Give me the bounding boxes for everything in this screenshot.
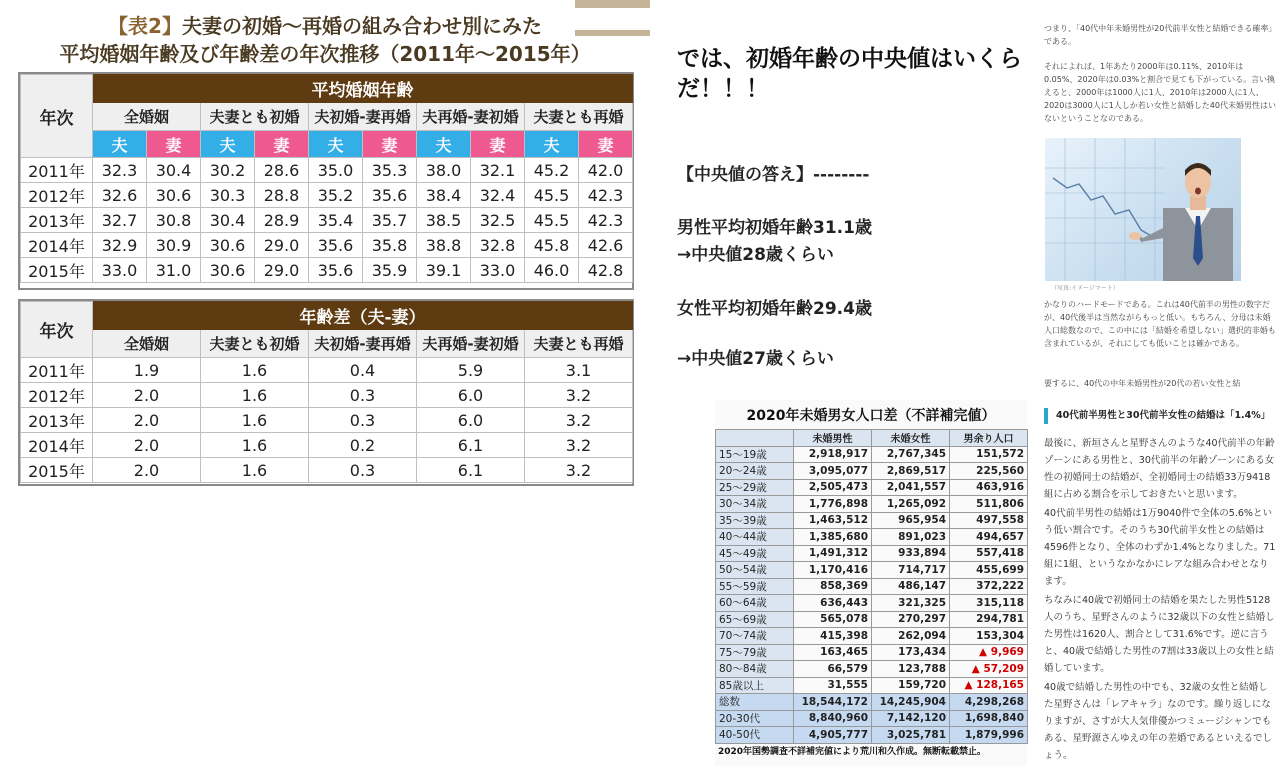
value-cell: 2.0	[93, 383, 201, 408]
value-cell: 2.0	[93, 433, 201, 458]
table-row	[21, 158, 633, 183]
table-row	[21, 383, 633, 408]
husband-header: 夫	[525, 131, 579, 158]
age-group-cell: 70〜74歳	[716, 628, 794, 645]
table-row	[21, 458, 633, 483]
table-heading-line2: 平均婚姻年齢及び年齢差の年次推移（2011年〜2015年）	[59, 42, 591, 66]
value-cell: 32.1	[471, 158, 525, 183]
value-cell: 1.9	[93, 358, 201, 383]
article-paragraph: 40歳で結婚した男性の中でも、32歳の女性と結婚した星野さんは「レアキャラ」なのです。繰り返しになりますが、さすが大人気俳優かつミュージシャンでもある、星野源さんゆえの年の差婚であるといえるでしょう。	[1044, 682, 1272, 761]
value-cell: 6.1	[417, 433, 525, 458]
age-group-cell: 50〜54歳	[716, 562, 794, 579]
female-count-cell: 173,434	[872, 644, 950, 661]
table-row	[716, 446, 1028, 463]
value-cell: 38.8	[417, 233, 471, 258]
age-group-cell: 25〜29歳	[716, 479, 794, 496]
male-count-cell: 415,398	[794, 628, 872, 645]
value-cell: 35.6	[363, 183, 417, 208]
surplus-cell: ▲ 57,209	[950, 661, 1028, 678]
surplus-cell: 294,781	[950, 611, 1028, 628]
year-cell: 2011年	[21, 158, 93, 183]
age-group-cell: 55〜59歳	[716, 578, 794, 595]
surplus-cell: 511,806	[950, 496, 1028, 513]
table-source-note: 2020年国勢調査不詳補完値により荒川和久作成。無断転載禁止。	[718, 747, 987, 757]
value-cell: 0.3	[309, 383, 417, 408]
age-gap-table	[20, 301, 633, 483]
female-count-cell: 1,265,092	[872, 496, 950, 513]
wife-header: 妻	[363, 131, 417, 158]
value-cell: 32.9	[93, 233, 147, 258]
age-group-cell: 65〜69歳	[716, 611, 794, 628]
value-cell: 28.6	[255, 158, 309, 183]
year-header: 年次	[21, 75, 93, 158]
age-group-cell: 20〜24歳	[716, 463, 794, 480]
male-count-cell: 3,095,077	[794, 463, 872, 480]
value-cell: 42.6	[579, 233, 633, 258]
male-median: →中央値28歳くらい	[677, 245, 834, 265]
value-cell: 30.9	[147, 233, 201, 258]
wife-header: 妻	[147, 131, 201, 158]
table-row	[716, 562, 1028, 579]
table-row	[21, 233, 633, 258]
male-count-cell: 1,491,312	[794, 545, 872, 562]
category-header: 夫妻とも再婚	[525, 330, 633, 358]
value-cell: 42.0	[579, 158, 633, 183]
category-header: 夫初婚-妻再婚	[309, 330, 417, 358]
table-row	[716, 545, 1028, 562]
male-count-cell: 4,905,777	[794, 727, 872, 744]
table-row	[716, 727, 1028, 744]
decorative-bar	[575, 0, 650, 8]
value-cell: 2.0	[93, 408, 201, 433]
year-header: 年次	[21, 302, 93, 358]
male-count-cell: 858,369	[794, 578, 872, 595]
surplus-cell: 315,118	[950, 595, 1028, 612]
male-count-cell: 565,078	[794, 611, 872, 628]
column-header: 男余り人口	[950, 430, 1028, 447]
table-row	[716, 694, 1028, 711]
husband-header: 夫	[93, 131, 147, 158]
year-cell: 2013年	[21, 208, 93, 233]
value-cell: 0.3	[309, 408, 417, 433]
age-group-cell: 総数	[716, 694, 794, 711]
year-cell: 2013年	[21, 408, 93, 433]
value-cell: 31.0	[147, 258, 201, 283]
value-cell: 38.5	[417, 208, 471, 233]
category-header: 夫初婚-妻再婚	[309, 103, 417, 131]
article-subheading: 40代前半男性と30代前半女性の結婚は「1.4%」	[1044, 408, 1276, 424]
value-cell: 6.0	[417, 383, 525, 408]
value-cell: 5.9	[417, 358, 525, 383]
value-cell: 3.2	[525, 458, 633, 483]
unmarried-population-table-image	[715, 400, 1027, 766]
male-count-cell: 1,463,512	[794, 512, 872, 529]
category-header: 夫再婚-妻初婚	[417, 330, 525, 358]
age-group-cell: 75〜79歳	[716, 644, 794, 661]
table-row	[716, 578, 1028, 595]
female-count-cell: 159,720	[872, 677, 950, 694]
female-count-cell: 2,869,517	[872, 463, 950, 480]
age-group-cell: 20-30代	[716, 710, 794, 727]
female-median: →中央値27歳くらい	[677, 349, 834, 369]
value-cell: 45.8	[525, 233, 579, 258]
value-cell: 30.6	[147, 183, 201, 208]
table-row	[716, 628, 1028, 645]
column-header: 未婚女性	[872, 430, 950, 447]
value-cell: 30.4	[147, 158, 201, 183]
value-cell: 0.4	[309, 358, 417, 383]
value-cell: 30.2	[201, 158, 255, 183]
year-cell: 2012年	[21, 383, 93, 408]
value-cell: 6.1	[417, 458, 525, 483]
avg-marriage-age-table	[20, 74, 633, 283]
surplus-cell: 494,657	[950, 529, 1028, 546]
table-heading-line1	[0, 10, 650, 39]
value-cell: 30.6	[201, 233, 255, 258]
value-cell: 35.2	[309, 183, 363, 208]
year-cell: 2014年	[21, 433, 93, 458]
value-cell: 32.5	[471, 208, 525, 233]
value-cell: 42.8	[579, 258, 633, 283]
wife-header: 妻	[579, 131, 633, 158]
table-row	[716, 595, 1028, 612]
table-row	[716, 644, 1028, 661]
value-cell: 30.8	[147, 208, 201, 233]
table-row	[21, 208, 633, 233]
age-group-cell: 30〜34歳	[716, 496, 794, 513]
value-cell: 1.6	[201, 433, 309, 458]
value-cell: 3.1	[525, 358, 633, 383]
age-group-cell: 40-50代	[716, 727, 794, 744]
value-cell: 42.3	[579, 183, 633, 208]
male-count-cell: 163,465	[794, 644, 872, 661]
female-count-cell: 123,788	[872, 661, 950, 678]
male-count-cell: 8,840,960	[794, 710, 872, 727]
category-header: 全婚姻	[93, 103, 201, 131]
column-header	[716, 430, 794, 447]
value-cell: 6.0	[417, 408, 525, 433]
husband-header: 夫	[309, 131, 363, 158]
wife-header: 妻	[471, 131, 525, 158]
table-row	[21, 358, 633, 383]
age-group-cell: 15〜19歳	[716, 446, 794, 463]
female-count-cell: 2,041,557	[872, 479, 950, 496]
year-cell: 2012年	[21, 183, 93, 208]
band-header: 年齢差（夫-妻）	[93, 302, 633, 330]
businessman-chart-photo	[1045, 138, 1241, 281]
value-cell: 35.4	[309, 208, 363, 233]
value-cell: 38.4	[417, 183, 471, 208]
table-row	[716, 661, 1028, 678]
surplus-cell: 4,298,268	[950, 694, 1028, 711]
male-count-cell: 2,505,473	[794, 479, 872, 496]
table-row	[21, 258, 633, 283]
photo-illustration	[1045, 138, 1241, 281]
female-count-cell: 2,767,345	[872, 446, 950, 463]
female-count-cell: 891,023	[872, 529, 950, 546]
value-cell: 3.2	[525, 383, 633, 408]
answer-header: 【中央値の答え】--------	[677, 165, 870, 185]
value-cell: 3.2	[525, 408, 633, 433]
category-header: 夫妻とも初婚	[201, 330, 309, 358]
category-header: 夫再婚-妻初婚	[417, 103, 525, 131]
table-row	[21, 183, 633, 208]
male-count-cell: 18,544,172	[794, 694, 872, 711]
male-count-cell: 1,170,416	[794, 562, 872, 579]
female-average: 女性平均初婚年齢29.4歳	[677, 299, 872, 319]
surplus-cell: 497,558	[950, 512, 1028, 529]
table-row	[716, 611, 1028, 628]
year-cell: 2014年	[21, 233, 93, 258]
heading-bracket: 【表2】	[108, 14, 182, 38]
article-paragraph: ちなみに40歳で初婚同士の結婚を果たした男性5128人のうち、星野さんのように32歳以下の女性と結婚した男性は1620人、割合として31.6%です。逆に言うと、40歳で結婚した男性の7割は33歳以上の女性と結婚しています。	[1044, 595, 1275, 674]
value-cell: 45.5	[525, 183, 579, 208]
value-cell: 3.2	[525, 433, 633, 458]
table-row	[716, 463, 1028, 480]
female-count-cell: 321,325	[872, 595, 950, 612]
female-count-cell: 965,954	[872, 512, 950, 529]
table-row	[716, 512, 1028, 529]
male-count-cell: 1,776,898	[794, 496, 872, 513]
surplus-cell: 153,304	[950, 628, 1028, 645]
table-row	[716, 677, 1028, 694]
value-cell: 30.6	[201, 258, 255, 283]
age-group-cell: 60〜64歳	[716, 595, 794, 612]
female-count-cell: 933,894	[872, 545, 950, 562]
value-cell: 0.2	[309, 433, 417, 458]
age-group-cell: 85歳以上	[716, 677, 794, 694]
age-group-cell: 35〜39歳	[716, 512, 794, 529]
article-paragraph: それによれば、1年あたり2000年は0.11%、2010年は0.05%、2020年は0.03%と割合で見ても下がっている。言い換えると、2000年は1000人に1人、2010年は2000人に1人、2020は3000人に1人しか若い女性と結婚した40代未婚男性はいないということなのである。	[1044, 62, 1276, 123]
female-count-cell: 714,717	[872, 562, 950, 579]
value-cell: 30.4	[201, 208, 255, 233]
article-paragraph: 40代前半男性の結婚は1万9040件で全体の5.6%という低い割合です。そのうち30代前半女性との結婚は4596件となり、全体のわずか1.4%となりました。71組に1組、というなかなかにレアな組み合わせとなります。	[1044, 508, 1276, 587]
husband-header: 夫	[201, 131, 255, 158]
female-count-cell: 3,025,781	[872, 727, 950, 744]
value-cell: 32.4	[471, 183, 525, 208]
value-cell: 42.3	[579, 208, 633, 233]
median-question-title: では、初婚年齢の中央値はいくらだ！！！	[677, 46, 1022, 102]
surplus-cell: 372,222	[950, 578, 1028, 595]
male-count-cell: 66,579	[794, 661, 872, 678]
value-cell: 1.6	[201, 383, 309, 408]
column-header: 未婚男性	[794, 430, 872, 447]
heading-text: 夫妻の初婚〜再婚の組み合わせ別にみた	[181, 14, 542, 38]
surplus-cell: ▲ 128,165	[950, 677, 1028, 694]
surplus-cell: 557,418	[950, 545, 1028, 562]
value-cell: 35.9	[363, 258, 417, 283]
surplus-cell: 151,572	[950, 446, 1028, 463]
value-cell: 46.0	[525, 258, 579, 283]
table-row	[21, 408, 633, 433]
article-paragraph: 要するに、40代の中年未婚男性が20代の若い女性と結	[1044, 379, 1241, 388]
right-article-panel	[1035, 0, 1280, 769]
category-header: 夫妻とも初婚	[201, 103, 309, 131]
female-count-cell: 7,142,120	[872, 710, 950, 727]
table-row	[21, 433, 633, 458]
value-cell: 35.6	[309, 258, 363, 283]
female-count-cell: 14,245,904	[872, 694, 950, 711]
surplus-cell: 455,699	[950, 562, 1028, 579]
article-paragraph: つまり、「40代中年未婚男性が20代前半女性と結婚できる確率」である。	[1044, 24, 1273, 46]
value-cell: 35.8	[363, 233, 417, 258]
value-cell: 45.2	[525, 158, 579, 183]
article-paragraph: 最後に、新垣さんと星野さんのような40代前半の年齢ゾーンにある男性と、30代前半の年齢ゾーンにある女性の初婚同士の結婚が、全初婚同士の結婚33万9418組に占める割合を示しておきたいと思います。	[1044, 438, 1275, 500]
value-cell: 35.6	[309, 233, 363, 258]
photo-caption: （写真:イメージマート）	[1051, 285, 1119, 292]
value-cell: 29.0	[255, 233, 309, 258]
table-row	[716, 479, 1028, 496]
year-cell: 2011年	[21, 358, 93, 383]
value-cell: 2.0	[93, 458, 201, 483]
male-average: 男性平均初婚年齢31.1歳	[677, 218, 872, 238]
value-cell: 32.3	[93, 158, 147, 183]
table-row	[716, 496, 1028, 513]
value-cell: 32.7	[93, 208, 147, 233]
table-row	[716, 710, 1028, 727]
value-cell: 35.0	[309, 158, 363, 183]
value-cell: 35.7	[363, 208, 417, 233]
male-count-cell: 31,555	[794, 677, 872, 694]
wife-header: 妻	[255, 131, 309, 158]
article-paragraph: かなりのハードモードである。これは40代前半の男性の数字だが、40代後半は当然ながらもっと低い。もちろん、分母は未婚人口総数なので、この中には「結婚を希望しない」選択的非婚も含まれているが、それにしても低いことは確かである。	[1044, 300, 1276, 348]
band-header: 平均婚姻年齢	[93, 75, 633, 103]
female-count-cell: 270,297	[872, 611, 950, 628]
value-cell: 38.0	[417, 158, 471, 183]
surplus-cell: 1,879,996	[950, 727, 1028, 744]
value-cell: 45.5	[525, 208, 579, 233]
year-cell: 2015年	[21, 458, 93, 483]
age-group-cell: 45〜49歳	[716, 545, 794, 562]
value-cell: 30.3	[201, 183, 255, 208]
value-cell: 32.8	[471, 233, 525, 258]
surplus-cell: 463,916	[950, 479, 1028, 496]
age-group-cell: 40〜44歳	[716, 529, 794, 546]
value-cell: 35.3	[363, 158, 417, 183]
value-cell: 1.6	[201, 458, 309, 483]
population-table	[715, 429, 1028, 744]
value-cell: 32.6	[93, 183, 147, 208]
value-cell: 0.3	[309, 458, 417, 483]
value-cell: 39.1	[417, 258, 471, 283]
value-cell: 33.0	[471, 258, 525, 283]
value-cell: 33.0	[93, 258, 147, 283]
surplus-cell: 225,560	[950, 463, 1028, 480]
surplus-cell: 1,698,840	[950, 710, 1028, 727]
surplus-cell: ▲ 9,969	[950, 644, 1028, 661]
table-row	[716, 529, 1028, 546]
male-count-cell: 636,443	[794, 595, 872, 612]
husband-header: 夫	[417, 131, 471, 158]
value-cell: 28.8	[255, 183, 309, 208]
category-header: 全婚姻	[93, 330, 201, 358]
female-count-cell: 262,094	[872, 628, 950, 645]
year-cell: 2015年	[21, 258, 93, 283]
male-count-cell: 1,385,680	[794, 529, 872, 546]
female-count-cell: 486,147	[872, 578, 950, 595]
category-header: 夫妻とも再婚	[525, 103, 633, 131]
value-cell: 1.6	[201, 408, 309, 433]
age-group-cell: 80〜84歳	[716, 661, 794, 678]
population-table-title: 2020年未婚男女人口差（不詳補完値）	[746, 408, 996, 424]
male-count-cell: 2,918,917	[794, 446, 872, 463]
value-cell: 29.0	[255, 258, 309, 283]
value-cell: 1.6	[201, 358, 309, 383]
value-cell: 28.9	[255, 208, 309, 233]
